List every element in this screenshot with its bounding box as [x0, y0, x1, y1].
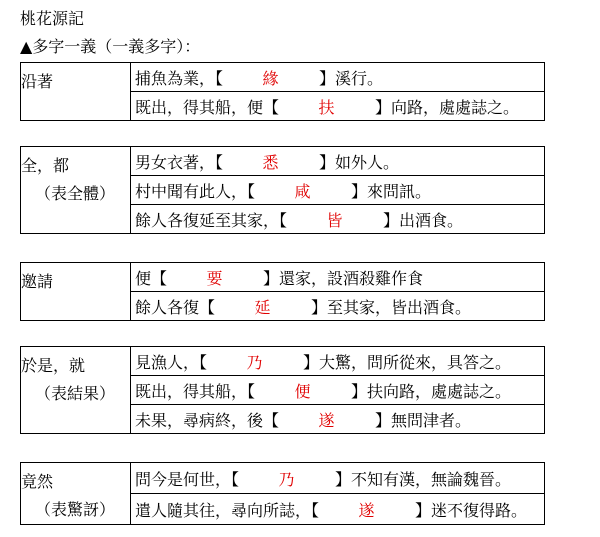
meaning-cell	[21, 463, 131, 525]
sentence-before: 餘人各復【	[135, 297, 216, 317]
meaning-sublabel: （表全體）	[35, 184, 116, 203]
meaning-label: 全，都	[21, 156, 70, 175]
sentence-before: 未果，尋病終，後【	[135, 410, 280, 430]
answer-word: 皆	[326, 210, 344, 230]
sentence-after: 】溪行。	[319, 68, 384, 88]
sentence-cell	[131, 463, 545, 494]
sentence-after: 】還家，設酒殺雞作食	[263, 268, 424, 288]
answer-word: 悉	[262, 152, 280, 172]
answer-word: 要	[206, 268, 224, 288]
table-row	[21, 263, 545, 292]
sentence-cell	[131, 494, 545, 525]
group-table-result	[20, 346, 545, 434]
sentence-before: 問今是何世，【	[135, 469, 240, 489]
sentence-after: 】如外人。	[319, 152, 400, 172]
sentence-after: 】來問訊。	[351, 181, 432, 201]
page-title: 桃花源記	[20, 9, 85, 28]
answer-word: 緣	[262, 68, 280, 88]
sentence-before: 餘人各復延至其家，【	[135, 210, 288, 230]
sentence-cell	[131, 205, 545, 234]
sentence-before: 既出，得其船，【	[135, 381, 256, 401]
sentence-before: 男女衣著，【	[135, 152, 224, 172]
answer-word: 遂	[318, 410, 336, 430]
answer-word: 乃	[246, 352, 264, 372]
answer-word: 遂	[358, 500, 376, 520]
answer-word: 扶	[318, 97, 336, 117]
sentence-cell	[131, 147, 545, 176]
sentence-before: 遣人隨其往，尋向所誌，【	[135, 500, 320, 520]
sentence-after: 】無問津者。	[375, 410, 472, 430]
group-table-along	[20, 62, 545, 121]
meaning-label: 沿著	[21, 72, 54, 91]
meaning-sublabel: （表驚訝）	[35, 500, 116, 519]
sentence-after: 】不知有漢，無論魏晉。	[335, 469, 512, 489]
meaning-label: 竟然	[21, 472, 54, 491]
answer-word: 咸	[294, 181, 312, 201]
meaning-label: 邀請	[21, 272, 54, 291]
group-table-invite	[20, 262, 545, 321]
sentence-cell	[131, 376, 545, 405]
sentence-cell	[131, 347, 545, 376]
answer-word: 乃	[278, 469, 296, 489]
sentence-before: 村中聞有此人，【	[135, 181, 256, 201]
section-subtitle: ▲多字一義（一義多字）：	[20, 37, 201, 56]
table-row	[21, 63, 545, 92]
sentence-before: 捕魚為業，【	[135, 68, 224, 88]
table-row	[21, 463, 545, 494]
sentence-cell	[131, 263, 545, 292]
meaning-label: 於是，就	[21, 356, 86, 375]
group-table-surprise	[20, 462, 545, 525]
sentence-before: 既出，得其船，便【	[135, 97, 280, 117]
sentence-after: 】至其家，皆出酒食。	[311, 297, 472, 317]
sentence-after: 】迷不復得路。	[415, 500, 528, 520]
sentence-cell	[131, 92, 545, 121]
meaning-cell	[21, 63, 131, 121]
meaning-sublabel: （表結果）	[35, 384, 116, 403]
sentence-cell	[131, 405, 545, 434]
sentence-after: 】向路，處處誌之。	[375, 97, 520, 117]
sentence-cell	[131, 176, 545, 205]
sentence-after: 】出酒食。	[383, 210, 464, 230]
meaning-cell	[21, 347, 131, 434]
answer-word: 便	[294, 381, 312, 401]
meaning-cell	[21, 147, 131, 234]
group-table-all	[20, 146, 545, 234]
meaning-cell	[21, 263, 131, 321]
sentence-cell	[131, 63, 545, 92]
table-row	[21, 347, 545, 376]
sentence-cell	[131, 292, 545, 321]
sentence-before: 見漁人，【	[135, 352, 208, 372]
sentence-after: 】扶向路，處處誌之。	[351, 381, 512, 401]
sentence-after: 】大驚，問所從來，具答之。	[303, 352, 512, 372]
table-row	[21, 147, 545, 176]
answer-word: 延	[254, 297, 272, 317]
sentence-before: 便【	[135, 268, 168, 288]
